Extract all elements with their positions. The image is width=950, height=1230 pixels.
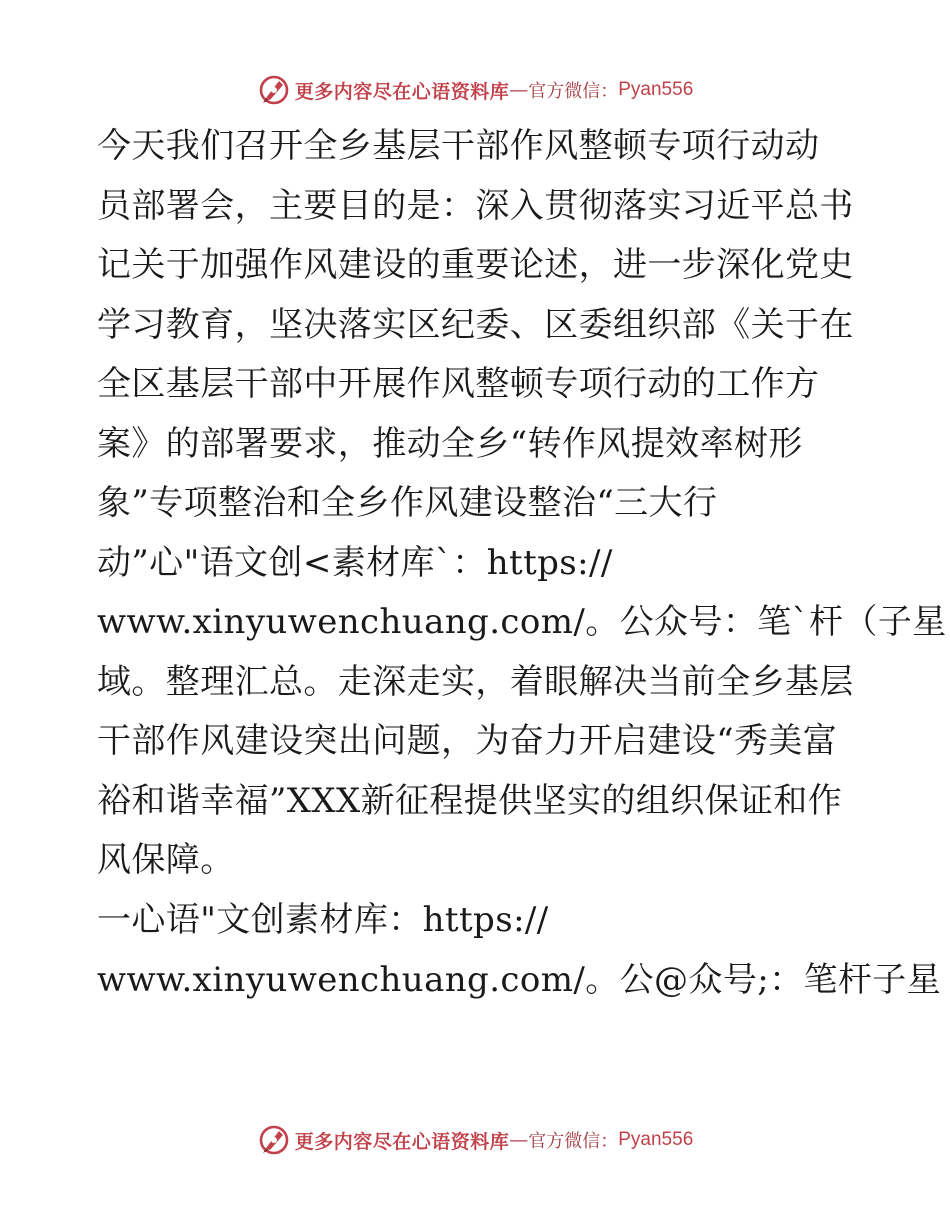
text-line: 域。整理汇总。走深走实，着眼解决当前全乡基层 [97,661,854,702]
quill-pen-icon [257,73,291,107]
text-line: www.xinyuwenchuang.com/。公众号：笔`杆（子星 [97,602,947,642]
header-watermark [0,70,950,110]
watermark-separator: — [509,79,529,101]
text-line: 学习教育，坚决落实区纪委、区委组织部《关于在 [97,304,854,345]
text-line: 风保障。 [97,840,235,880]
watermark-text: 更多内容尽在心语资料库 [294,1130,510,1153]
text-line: 一心语"文创素材库：https:// [97,900,549,940]
watermark-wechat-label: 官方微信： [528,1131,619,1152]
text-line: 动”心"语文创<素材库`：https:// [97,542,613,583]
body-paragraph-1 [97,117,947,891]
text-line: 今天我们召开全乡基层干部作风整顿专项行动动 [97,126,820,166]
text-line: 全区基层干部中开展作风整顿专项行动的工作方 [97,364,820,404]
watermark-text: 更多内容尽在心语资料库 [294,80,510,103]
text-line: www.xinyuwenchuang.com/。公@众号;：笔杆子星 [97,959,942,1000]
text-line: 员部署会，主要目的是：深入贯彻落实习近平总书 [97,185,854,226]
watermark-wechat-label: 官方微信： [528,81,619,102]
text-line: 裕和谐幸福”XXX新征程提供坚实的组织保证和作 [97,780,843,821]
watermark-wechat-id: Pyan556 [618,79,694,100]
quill-pen-icon [257,1123,291,1157]
text-line: 象”专项整治和全乡作风建设整治“三大行 [97,483,718,523]
text-line: 记关于加强作风建设的重要论述，进一步深化党史 [97,245,854,285]
watermark-wechat-id: Pyan556 [618,1129,694,1150]
text-line: 干部作风建设突出问题，为奋力开启建设“秀美富 [97,721,838,761]
body-paragraph-2 [97,891,942,1010]
watermark-separator: — [509,1129,529,1151]
footer-watermark [0,1120,950,1160]
text-line: 案》的部署要求，推动全乡“转作风提效率树形 [97,423,803,464]
